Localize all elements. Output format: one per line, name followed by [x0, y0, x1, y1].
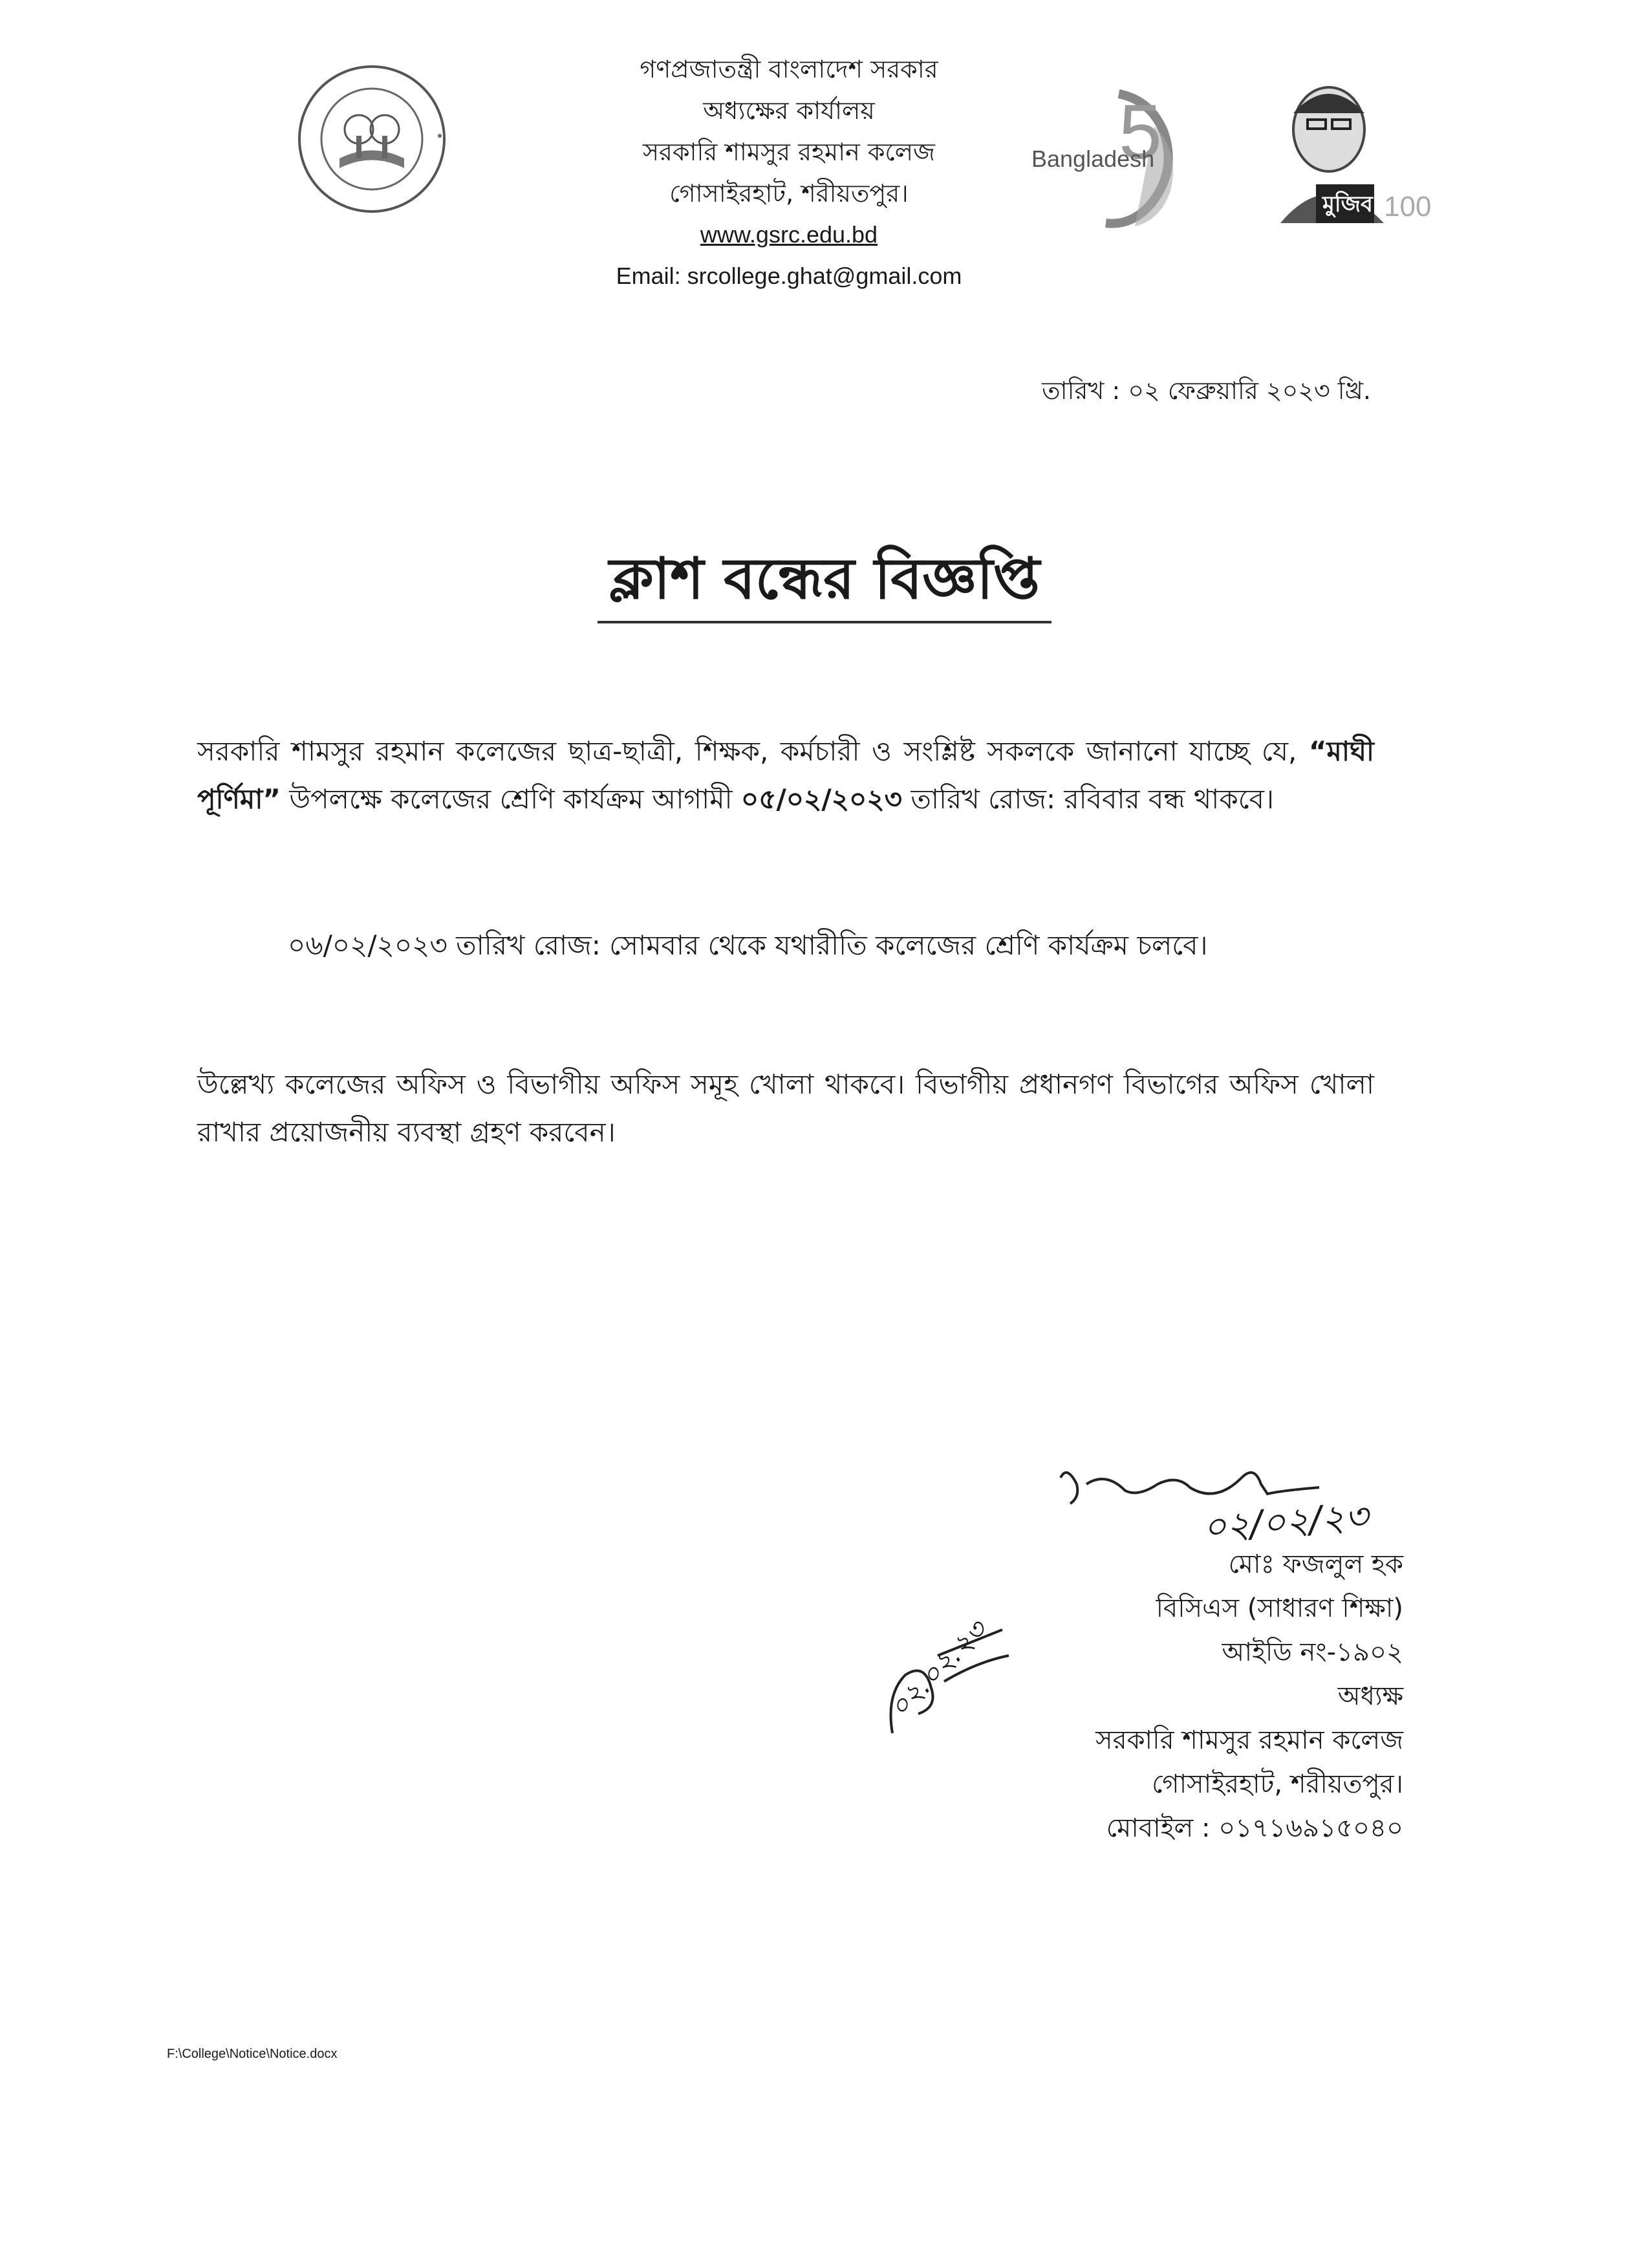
- p1-middle: উপলক্ষে কলেজের শ্রেণি কার্যক্রম আগামী: [281, 783, 741, 815]
- notice-title-text: ক্লাশ বন্ধের বিজ্ঞপ্তি: [598, 543, 1051, 623]
- office-line: অধ্যক্ষের কার্যালয়: [703, 96, 875, 125]
- secondary-initial-date: ০২.০২.২৩: [883, 1614, 993, 1724]
- principal-name: মোঃ ফজলুল হক: [1228, 1550, 1403, 1579]
- notice-date: তারিখ : ০২ ফেব্রুয়ারি ২০২৩ খ্রি.: [1042, 376, 1371, 405]
- mujib-100-number: 100: [1384, 191, 1432, 222]
- signature-college: সরকারি শামসুর রহমান কলেজ: [1095, 1725, 1403, 1755]
- svg-text:5: 5: [1119, 89, 1162, 175]
- signature-block: [938, 1542, 1403, 1850]
- signature-address: গোসাইরহাট, শরীয়তপুর।: [1152, 1769, 1403, 1799]
- notice-title: [0, 543, 1649, 623]
- notice-paragraph-1: [197, 728, 1374, 823]
- p1-ending: তারিখ রোজ: রবিবার বন্ধ থাকবে।: [901, 783, 1275, 815]
- government-line: গণপ্রজাতন্ত্রী বাংলাদেশ সরকার: [640, 55, 938, 83]
- footer-file-path: F:\College\Notice\Notice.docx: [167, 2047, 338, 2061]
- signature-date-handwritten: ০২/০২/২৩: [1201, 1495, 1370, 1549]
- college-seal-logo: [294, 61, 449, 217]
- closure-date: ০৫/০২/২০২৩: [740, 783, 902, 815]
- email-line: Email: srcollege.ghat@gmail.com: [616, 263, 962, 289]
- college-name-line: সরকারি শামসুর রহমান কলেজ: [642, 138, 936, 166]
- principal-mobile: মোবাইল : ০১৭১৬৯১৫০৪০: [1106, 1813, 1403, 1843]
- bangladesh-50-logo: [1022, 81, 1203, 236]
- notice-paragraph-3: উল্লেখ্য কলেজের অফিস ও বিভাগীয় অফিস সমূহ খোলা থাকবে। বিভাগীয় প্রধানগণ বিভাগের অফিস খোলা রাখার প্রয়োজনীয় ব্যবস্থা গ্রহণ করবেন।: [197, 1068, 1374, 1148]
- mujib-100-logo: [1255, 68, 1449, 230]
- college-address-line: গোসাইরহাট, শরীয়তপুর।: [669, 179, 909, 208]
- mujib-label: মুজিব: [1322, 191, 1373, 217]
- principal-role: অধ্যক্ষ: [1337, 1681, 1403, 1711]
- principal-cadre: বিসিএস (সাধারণ শিক্ষা): [1156, 1593, 1403, 1623]
- festival-name: “মাঘী পূর্ণিমা”: [197, 735, 1374, 815]
- principal-id: আইডি নং-১৯০২: [1222, 1637, 1403, 1667]
- website-link[interactable]: www.gsrc.edu.bd: [700, 221, 878, 248]
- letterhead: [569, 49, 1009, 297]
- notice-paragraph-2: ০৬/০২/২০২৩ তারিখ রোজ: সোমবার থেকে যথারীতি কলেজের শ্রেণি কার্যক্রম চলবে।: [288, 929, 1208, 961]
- bangladesh-50-label: Bangladesh: [1031, 146, 1155, 172]
- p1-intro: সরকারি শামসুর রহমান কলেজের ছাত্র-ছাত্রী, শিক্ষক, কর্মচারী ও সংশ্লিষ্ট সকলকে জানানো যাচ্ছে যে,: [197, 735, 1309, 767]
